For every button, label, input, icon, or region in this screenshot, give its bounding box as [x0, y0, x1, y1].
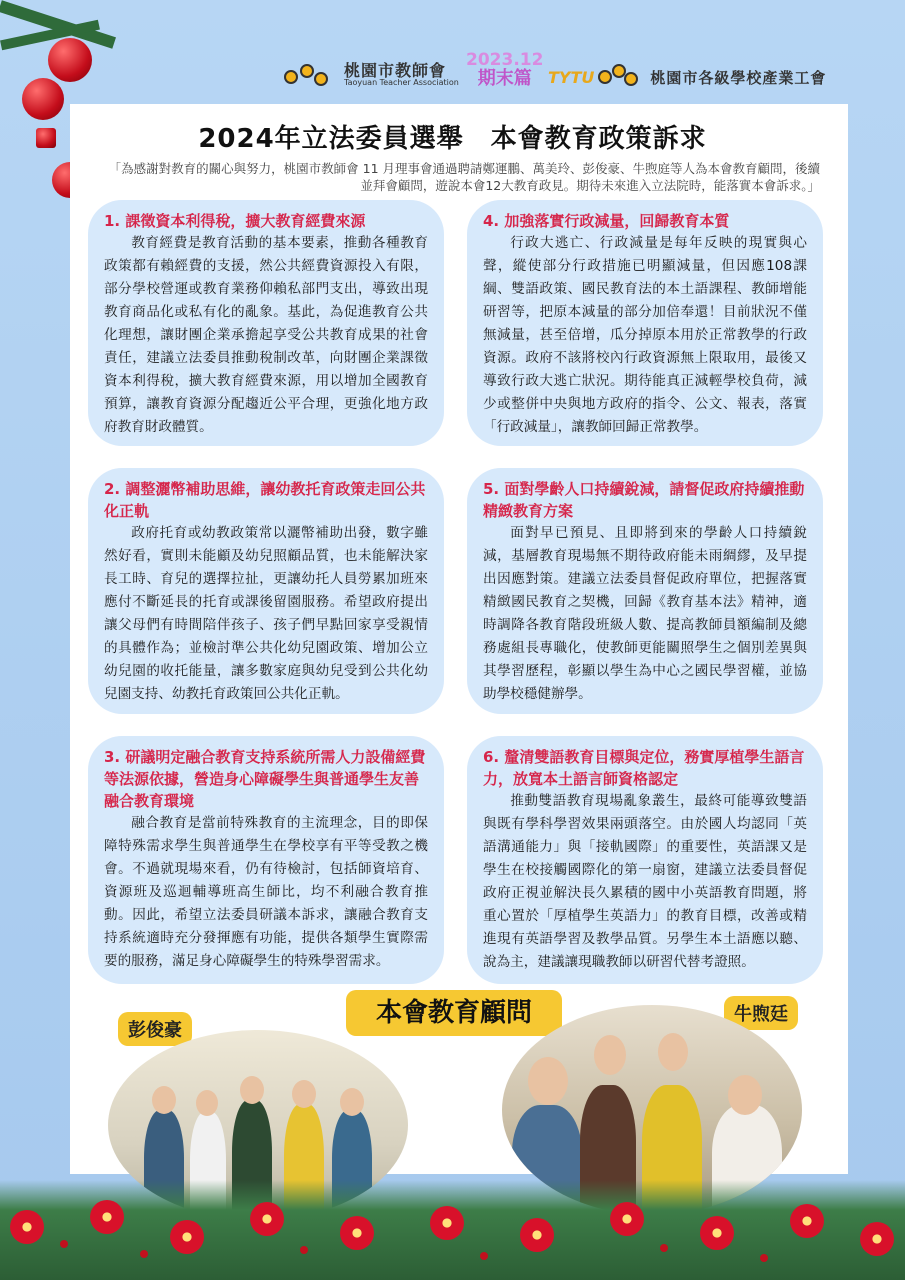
bee-logo-icon: [594, 62, 644, 92]
issue-label: [466, 52, 543, 89]
policy-title: 4. 加強落實行政減量，回歸教育本質: [483, 212, 730, 230]
policy-body: 面對早已預見、且即將到來的學齡人口持續銳減，基層教育現場無不期待政府能未雨綢繆，及早提出因應對策。建議立法委員督促政府單位，把握落實精緻國民教育之契機，回歸《教育基本法》精神，適時調降各教育階段班級人數、提高教師員額編制及總務處組長專職化，使教師更能關照學生之個別差異與其學習歷程，彰顯以學生為中心之國民學習權，並協助學校穩健辦學。: [483, 525, 807, 702]
issue-date: 2023.12: [466, 50, 544, 70]
policy-title: 2. 調整灑幣補助思維，讓幼教托育政策走回公共化正軌: [104, 480, 426, 520]
union-name: 桃園市各級學校產業工會: [650, 68, 827, 87]
policy-title: 3. 研議明定融合教育支持系統所需人力設備經費等法源依據，營造身心障礙學生與普通學生友善融合教育環境: [104, 748, 426, 810]
header: [280, 52, 880, 102]
bee-logo-icon: [280, 60, 338, 90]
advisor-name-left: 彭俊豪: [118, 1012, 192, 1046]
policy-card-1: [88, 200, 444, 446]
policy-body: 政府托育或幼教政策常以灑幣補助出發，數字雖然好看，實則未能顧及幼兒照顧品質，也未能解決家長工時、育兒的選擇拉扯，更讓幼托人員勞累加班來應付不斷延長的托育或課後留園服務。希望政府提出讓父母們有時間陪伴孩子、孩子們早點回家享受親情的具體作為；並檢討準公共化幼兒園政策、增加公立幼兒園的收托能量，讓多數家庭與幼兒受到公共化幼兒園支持、幼教托育政策回公共化正軌。: [104, 525, 428, 702]
org-left-english: Taoyuan Teacher Association: [344, 78, 459, 88]
advisor-name-right: 牛煦廷: [724, 996, 798, 1030]
advisors-section-title: 本會教育顧問: [346, 990, 562, 1036]
christmas-garland-decoration: [0, 1180, 905, 1280]
org-left-name: 桃園市教師會: [344, 60, 447, 80]
policy-body: 教育經費是教育活動的基本要素，推動各種教育政策都有賴經費的支援，然公共經費資源投入有限，部分學校營運或教育業務仰賴私部門支出，導致出現教育商品化或私有化的亂象。基此，為促進教育公共化理想，讓財團企業承擔起享受公共教育成果的社會責任，建議立法委員推動稅制改革，向財團企業課徵資本利得稅，擴大教育經費來源，用以增加全國教育預算，讓教育資源分配趨近公平合理，更強化地方政府教育財政體質。: [104, 235, 428, 435]
union-logo: [548, 62, 826, 92]
policy-title: 1. 課徵資本利得稅，擴大教育經費來源: [104, 212, 366, 230]
policy-card-3: [88, 736, 444, 984]
policy-card-2: [88, 468, 444, 714]
policy-title: 6. 釐清雙語教育目標與定位，務實厚植學生語言力，放寬本土語言師資格認定: [483, 748, 805, 788]
intro-text: 「為感謝對教育的關心與努力，桃園市教師會 11 月理事會通過聘請鄭運鵬、萬美玲、彭俊豪、牛煦庭等人為本會教育顧問，後續並拜會顧問，遊說本會12大教育政見。期待未來進入立法院時，能落實本會訴求。」: [108, 161, 820, 193]
policy-card-5: [467, 468, 823, 714]
union-abbr: TYTU: [548, 67, 595, 87]
teacher-association-logo: [280, 60, 459, 90]
page-title: 2024年立法委員選舉 本會教育政策訴求: [198, 124, 707, 154]
issue-edition: 期末篇: [477, 67, 532, 89]
policy-body: 推動雙語教育現場亂象叢生，最終可能導致雙語與既有學科學習效果兩頭落空。由於國人均認同「英語溝通能力」與「接軌國際」的重要性，英語課又是學生在校接觸國際化的第一扇窗，建議立法委員督促政府正視並解決長久累積的國中小英語教育問題，將重心置於「厚植學生英語力」的教育目標，改善或精進現有英語學習及教學品質。另學生本土語應以聽、說為主，建議讓現職教師以研習代替考證照。: [483, 793, 807, 970]
ornament-ball-icon: [22, 78, 64, 120]
policy-card-4: [467, 200, 823, 446]
policy-title: 5. 面對學齡人口持續銳減，請督促政府持續推動精緻教育方案: [483, 480, 805, 520]
policy-body: 行政大逃亡、行政減量是每年反映的現實與心聲，縱使部分行政措施已明顯減量，但因應108課綱、雙語政策、國民教育法的本土語課程、教師增能研習等，把原本減量的部分加倍奉還！目前狀況不僅無減量，甚至倍增，瓜分掉原本用於正常教學的行政資源。政府不該將校內行政資源無上限取用，最後又導致行政大逃亡狀況。期待能真正減輕學校負荷，減少或整併中央與地方政府的指令、公文、報表，落實「行政減量」，讓教師回歸正常教學。: [483, 235, 807, 435]
ornament-ball-icon: [48, 38, 92, 82]
policy-card-6: [467, 736, 823, 984]
policy-body: 融合教育是當前特殊教育的主流理念，目的即保障特殊需求學生與普通學生在學校享有平等受教之機會。不過就現場來看，仍有待檢討，包括師資培育、資源班及巡迴輔導班高生師比，均不利融合教育推動。因此，希望立法委員研議本訴求，讓融合教育支持系統適時充分發揮應有功能，提供各類學生實際需要的服務，滿足身心障礙學生的特殊學習需求。: [104, 815, 428, 969]
